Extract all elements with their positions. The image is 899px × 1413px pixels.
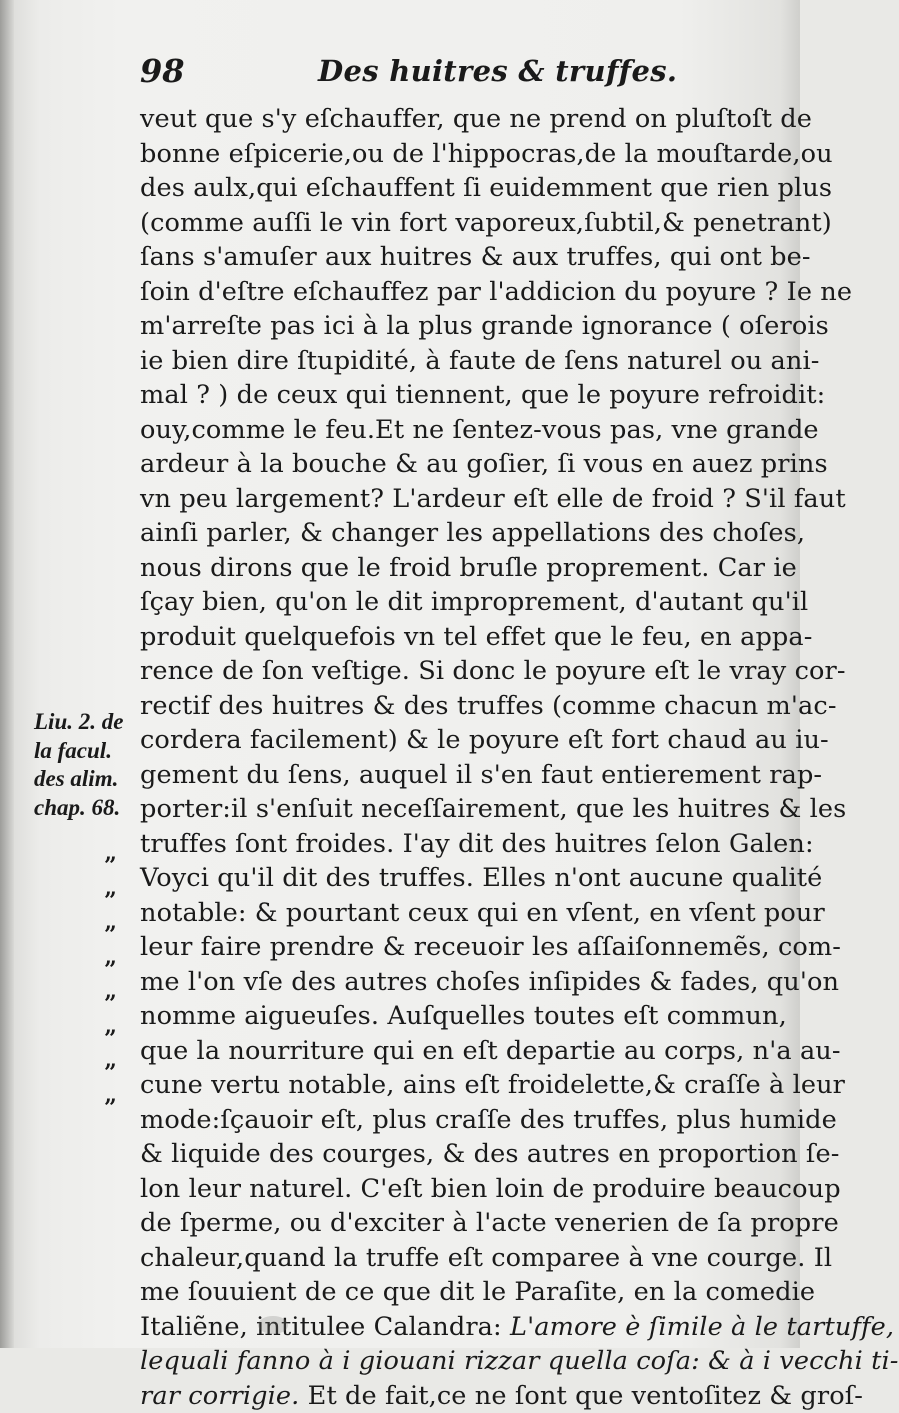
roman-text: nomme aigueuſes. Auſquelles toutes eſt commun, <box>140 1001 787 1031</box>
text-line <box>140 654 780 689</box>
quotation-mark: ” <box>104 953 132 988</box>
text-line <box>140 447 780 482</box>
roman-text: Et de fait,ce ne ſont que ventoſitez & groſ- <box>308 1381 863 1411</box>
roman-text: gement du ſens, auquel il s'en faut entierement rap- <box>140 760 822 790</box>
text-line <box>140 896 780 931</box>
body-text <box>140 102 780 1413</box>
text-line <box>140 1275 780 1310</box>
roman-text: ainſi parler, & changer les appellations des choſes, <box>140 518 805 548</box>
roman-text: ouy,comme le feu.Et ne ſentez-vous pas, vne grande <box>140 415 819 445</box>
text-line <box>140 171 780 206</box>
quotation-mark: ” <box>104 884 132 919</box>
text-line <box>140 206 780 241</box>
quotation-mark: ” <box>104 918 132 953</box>
roman-text: ſoin d'eſtre eſchauffez par l'addicion du poyure ? Ie ne <box>140 277 852 307</box>
page-number: 98 <box>140 52 185 90</box>
text-line <box>140 689 780 724</box>
text-line <box>140 861 780 896</box>
margin-note-line: la facul. <box>34 737 144 766</box>
quotation-mark: ” <box>104 1091 132 1126</box>
margin-note-line: des alim. <box>34 765 144 794</box>
roman-text: Italiẽne, intitulee Calandra: <box>140 1312 510 1342</box>
text-line <box>140 240 780 275</box>
text-line <box>140 758 780 793</box>
marginal-citation <box>34 708 144 822</box>
italic-quotation: rar corrigie. <box>140 1381 308 1411</box>
text-line <box>140 1379 780 1413</box>
roman-text: des aulx,qui eſchauffent ſi euidemment que rien plus <box>140 173 832 203</box>
text-line <box>140 1310 780 1345</box>
text-line <box>140 585 780 620</box>
text-line <box>140 723 780 758</box>
roman-text: ſçay bien, qu'on le dit improprement, d'autant qu'il <box>140 587 808 617</box>
roman-text: bonne eſpicerie,ou de l'hippocras,de la mouſtarde,ou <box>140 139 833 169</box>
text-line <box>140 1241 780 1276</box>
roman-text: cune vertu notable, ains eſt froidelette,& craſſe à leur <box>140 1070 845 1100</box>
text-line <box>140 516 780 551</box>
quotation-mark: ” <box>104 1056 132 1091</box>
roman-text: notable: & pourtant ceux qui en vſent, en vſent pour <box>140 898 825 928</box>
quotation-mark: ” <box>104 1022 132 1057</box>
text-line <box>140 551 780 586</box>
italic-quotation: lequali fanno à i giouani rizzar quella coſa: & à i vecchi ti- <box>140 1346 899 1376</box>
text-line <box>140 137 780 172</box>
text-line <box>140 309 780 344</box>
text-line <box>140 1206 780 1241</box>
roman-text: chaleur,quand la truffe eſt comparee à vne courge. Il <box>140 1243 832 1273</box>
roman-text: mode:ſçauoir eſt, plus craſſe des truffes, plus humide <box>140 1105 837 1135</box>
text-line <box>140 1344 780 1379</box>
roman-text: ardeur à la bouche & au goſier, ſi vous en auez prins <box>140 449 828 479</box>
text-line <box>140 930 780 965</box>
text-line <box>140 1068 780 1103</box>
roman-text: me ſouuient de ce que dit le Paraſite, en la comedie <box>140 1277 815 1307</box>
text-line <box>140 275 780 310</box>
text-line <box>140 965 780 1000</box>
page-header <box>0 50 800 96</box>
roman-text: truffes ſont froides. I'ay dit des huitres ſelon Galen: <box>140 829 814 859</box>
quotation-mark: ” <box>104 987 132 1022</box>
roman-text: veut que s'y eſchauffer, que ne prend on pluſtoſt de <box>140 104 812 134</box>
roman-text: porter:il s'enſuit neceſſairement, que les huitres & les <box>140 794 846 824</box>
ink-smudge <box>258 1316 288 1334</box>
text-line <box>140 413 780 448</box>
text-line <box>140 102 780 137</box>
margin-note-line: Liu. 2. de <box>34 708 144 737</box>
italic-quotation: L'amore è ſimile à le tartuffe, <box>510 1312 894 1342</box>
text-line <box>140 792 780 827</box>
text-line <box>140 344 780 379</box>
roman-text: que la nourriture qui en eſt departie au corps, n'a au- <box>140 1036 841 1066</box>
text-line <box>140 1103 780 1138</box>
roman-text: ie bien dire ſtupidité, à faute de ſens naturel ou ani- <box>140 346 820 376</box>
roman-text: rence de ſon veſtige. Si donc le poyure eſt le vray cor- <box>140 656 846 686</box>
roman-text: lon leur naturel. C'eſt bien loin de produire beaucoup <box>140 1174 841 1204</box>
roman-text: Voyci qu'il dit des truffes. Elles n'ont aucune qualité <box>140 863 822 893</box>
running-title: Des huitres & truffes. <box>318 54 677 88</box>
roman-text: vn peu largement? L'ardeur eſt elle de froid ? S'il faut <box>140 484 846 514</box>
roman-text: m'arreſte pas ici à la plus grande ignorance ( oſerois <box>140 311 829 341</box>
roman-text: produit quelquefois vn tel effet que le feu, en appa- <box>140 622 813 652</box>
text-line <box>140 378 780 413</box>
text-line <box>140 1172 780 1207</box>
roman-text: cordera facilement) & le poyure eſt fort chaud au iu- <box>140 725 829 755</box>
text-line <box>140 1034 780 1069</box>
margin-note-line: chap. 68. <box>34 794 144 823</box>
roman-text: ſans s'amuſer aux huitres & aux truffes, qui ont be- <box>140 242 811 272</box>
quotation-mark: ” <box>104 849 132 884</box>
roman-text: & liquide des courges, & des autres en proportion ſe- <box>140 1139 839 1169</box>
page-gutter-shadow <box>0 0 14 1348</box>
roman-text: mal ? ) de ceux qui tiennent, que le poyure refroidit: <box>140 380 825 410</box>
text-line <box>140 827 780 862</box>
text-line <box>140 482 780 517</box>
text-line <box>140 1137 780 1172</box>
roman-text: (comme auſſi le vin fort vaporeux,ſubtil,& penetrant) <box>140 208 832 238</box>
quotation-marks-column <box>104 849 132 1125</box>
text-line <box>140 620 780 655</box>
roman-text: me l'on vſe des autres choſes inſipides & fades, qu'on <box>140 967 839 997</box>
roman-text: nous dirons que le froid bruſle proprement. Car ie <box>140 553 797 583</box>
roman-text: rectif des huitres & des truffes (comme chacun m'ac- <box>140 691 837 721</box>
roman-text: leur faire prendre & receuoir les aſſaiſonnemẽs, com- <box>140 932 841 962</box>
text-line <box>140 999 780 1034</box>
roman-text: de ſperme, ou d'exciter à l'acte venerien de ſa propre <box>140 1208 839 1238</box>
